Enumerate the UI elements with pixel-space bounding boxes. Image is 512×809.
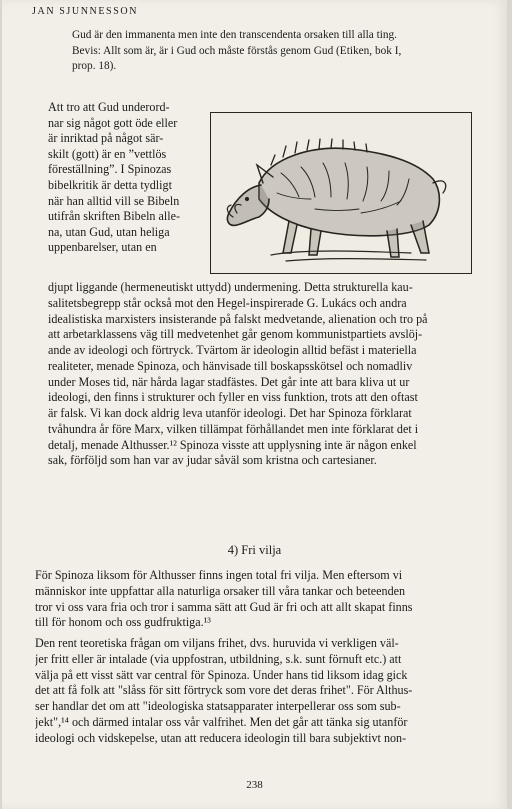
text-line: jekt",¹⁴ och därmed intalar oss vår valfrihet. Men det går att tänka sig utanför [35, 714, 408, 729]
text-line: utifrån skriften Bibeln alle- [48, 209, 180, 224]
boar-figure [210, 112, 472, 274]
text-line: ideologi och vidskepelse, utan att reducera ideologin till bara subjektivt non- [35, 730, 407, 745]
text-line: jer fritt eller är intalade (via uppfostran, utbildning, s.k. sunt förnuft etc.) att [35, 651, 402, 666]
text-line: är falsk. Vi kan dock aldrig leva utanför ideologi. Det har Spinoza förklarat [48, 406, 412, 420]
text-line: att arbetarklassens väg till medvetenhet går genom kommunistpartiets avslöj- [48, 327, 423, 342]
spinoza-quote [72, 28, 452, 75]
text-line: är inriktad på något sär- [48, 131, 164, 146]
text-line: nar sig något gott öde eller [48, 115, 178, 130]
text-line: na, utan Gud, utan heliga [48, 224, 170, 239]
book-page [2, 0, 507, 809]
quote-line: Gud är den immanenta men inte den transcendenta orsaken till alla ting. [72, 29, 397, 41]
paragraph-free-will [35, 568, 455, 631]
text-line: detalj, menade Althusser.¹² Spinoza visste att upplysning inte är någon enkel [48, 437, 417, 452]
running-head: JAN SJUNNESSON [32, 6, 139, 17]
text-line: föreställning”. I Spinozas [48, 162, 172, 177]
page-number: 238 [246, 779, 263, 791]
text-line: tvåhundra år före Marx, vilken tillämpat förhållandet men inte förklarat det i [48, 421, 419, 436]
text-line: under Moses tid, när hårda lagar stadfästes. Det går inte att bara kliva ut ur [48, 374, 410, 389]
text-line: djupt liggande (hermeneutiskt uttydd) undermening. Detta strukturella kau- [48, 280, 413, 294]
text-line: ideologi, den finns i strukturer och fyller en viss funktion, trots att den oftast [48, 390, 418, 405]
text-line: sak, förföljd som han var av judar såväl som kristna och cartesianer. [48, 453, 377, 468]
text-line: skilt (gott) är en ”vettlös [48, 146, 167, 161]
text-line: salitetsbegrepp står också mot den Hegel-inspirerade G. Lukács och andra [48, 295, 407, 310]
text-line: tror vi oss vara fria och tror i samma sätt att Gud är fri och att allt skapat finns [35, 599, 413, 614]
text-line: människor inte uppfattar alla naturliga orsaker till våra tankar och beteenden [35, 583, 406, 598]
paragraph-beside-figure [48, 100, 218, 256]
text-line: ande av ideologi och förtryck. Tvärtom är ideologin alltid befäst i materiella [48, 343, 417, 357]
text-line: till för honom och oss gudfruktiga.¹³ [35, 615, 211, 630]
text-line: välja på ett visst sätt var central för Spinoza. Under hans tid liksom idag gick [35, 667, 408, 682]
quote-line: prop. 18). [72, 60, 117, 73]
text-line: uppenbarelser, utan en [48, 240, 157, 255]
text-line: bibelkritik är detta tydligt [48, 177, 172, 192]
text-line: För Spinoza liksom för Althusser finns ingen total fri vilja. Men eftersom vi [35, 568, 403, 582]
text-line: ser handlar det om att "ideologiska statsapparater interpellerar oss som sub- [35, 699, 401, 713]
text-line: realiteter, menade Spinoza, och hänvisade till boskapsskötsel och nomadliv [48, 358, 413, 373]
paragraph-theory [35, 636, 455, 746]
text-line: Att tro att Gud underord- [48, 100, 170, 114]
quote-line: Bevis: Allt som är, är i Gud och måste förstås genom Gud (Etiken, bok I, [72, 44, 402, 57]
text-line: idealistiska marxisters insisterande på falskt medvetande, alienation och tro på [48, 311, 428, 326]
text-line: när han alltid vill se Bibeln [48, 193, 180, 208]
text-line: Den rent teoretiska frågan om viljans frihet, dvs. huruvida vi verkligen väl- [35, 636, 399, 650]
boar-engraving-icon [211, 113, 471, 273]
text-line: det att få folk att "slåss för sitt förtryck som vore det deras frihet". För Althus- [35, 683, 413, 698]
paragraph-continued [48, 280, 458, 469]
section-heading: 4) Fri vilja [227, 543, 282, 557]
